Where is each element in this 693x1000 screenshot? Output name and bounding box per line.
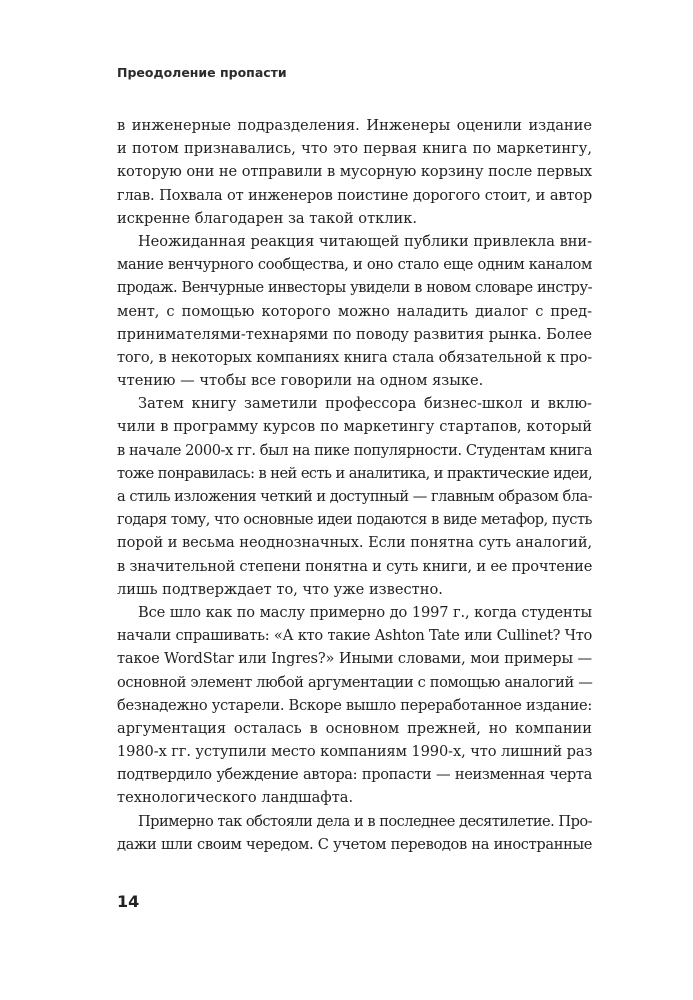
text-line: начали спрашивать: «А кто такие Ashton Tate или Cullinet? Что: [117, 627, 592, 645]
text-line: Примерно так обстояли дела и в последнее десятилетие. Про-: [138, 812, 592, 830]
text-line: чили в программу курсов по маркетингу стартапов, который: [117, 418, 592, 436]
text-line: основной элемент любой аргументации с помощью аналогий —: [117, 673, 593, 691]
text-line: 1980-х гг. уступили место компаниям 1990-х, что лишний раз: [117, 743, 593, 761]
text-line: тоже понравилась: в ней есть и аналитика, и практические идеи,: [117, 464, 593, 482]
text-line: которую они не отправили в мусорную корзину после первых: [117, 163, 592, 181]
body-text: [117, 114, 592, 856]
text-line: аргументация осталась в основном прежней, но компании: [117, 719, 592, 737]
text-line: и потом признавались, что это первая книга по маркетингу,: [117, 140, 592, 158]
text-line: подтвердило убеждение автора: пропасти — неизменная черта: [117, 766, 592, 784]
text-line: дажи шли своим чередом. С учетом переводов на иностранные: [117, 835, 592, 853]
text-line: искренне благодарен за такой отклик.: [117, 209, 418, 227]
text-line: Все шло как по маслу примерно до 1997 г., когда студенты: [138, 603, 592, 621]
text-line: годаря тому, что основные идеи подаются в виде метафор, пусть: [117, 511, 592, 529]
text-line: продаж. Венчурные инвесторы увидели в новом словаре инстру-: [117, 279, 592, 297]
text-line: мание венчурного сообщества, и оно стало еще одним каналом: [117, 256, 592, 274]
running-head: Преодоление пропасти: [117, 65, 287, 80]
text-line: а стиль изложения четкий и доступный — главным образом бла-: [117, 488, 593, 505]
text-line: глав. Похвала от инженеров поистине дорогого стоит, и автор: [117, 186, 592, 204]
text-line: такое WordStar или Ingres?» Иными словами, мои примеры —: [117, 650, 592, 668]
page-number: 14: [117, 892, 140, 911]
text-line: Неожиданная реакция читающей публики привлекла вни-: [138, 232, 592, 250]
text-line: того, в некоторых компаниях книга стала обязательной к про-: [117, 348, 592, 366]
text-line: мент, с помощью которого можно наладить диалог с пред-: [117, 302, 592, 320]
text-line: чтению — чтобы все говорили на одном языке.: [117, 372, 484, 390]
text-line: принимателями-технарями по поводу развития рынка. Более: [117, 325, 592, 343]
text-line: в инженерные подразделения. Инженеры оценили издание: [117, 117, 592, 134]
text-line: технологического ландшафта.: [117, 789, 354, 807]
text-line: лишь подтверждает то, что уже известно.: [117, 580, 443, 598]
text-line: Затем книгу заметили профессора бизнес-школ и вклю-: [138, 395, 592, 413]
text-line: безнадежно устарели. Вскоре вышло переработанное издание:: [117, 696, 592, 714]
text-line: порой и весьма неоднозначных. Если понятна суть аналогий,: [117, 534, 593, 552]
text-line: в начале 2000-х гг. был на пике популярности. Студентам книга: [117, 441, 592, 459]
text-line: в значительной степени понятна и суть книги, и ее прочтение: [117, 557, 593, 575]
